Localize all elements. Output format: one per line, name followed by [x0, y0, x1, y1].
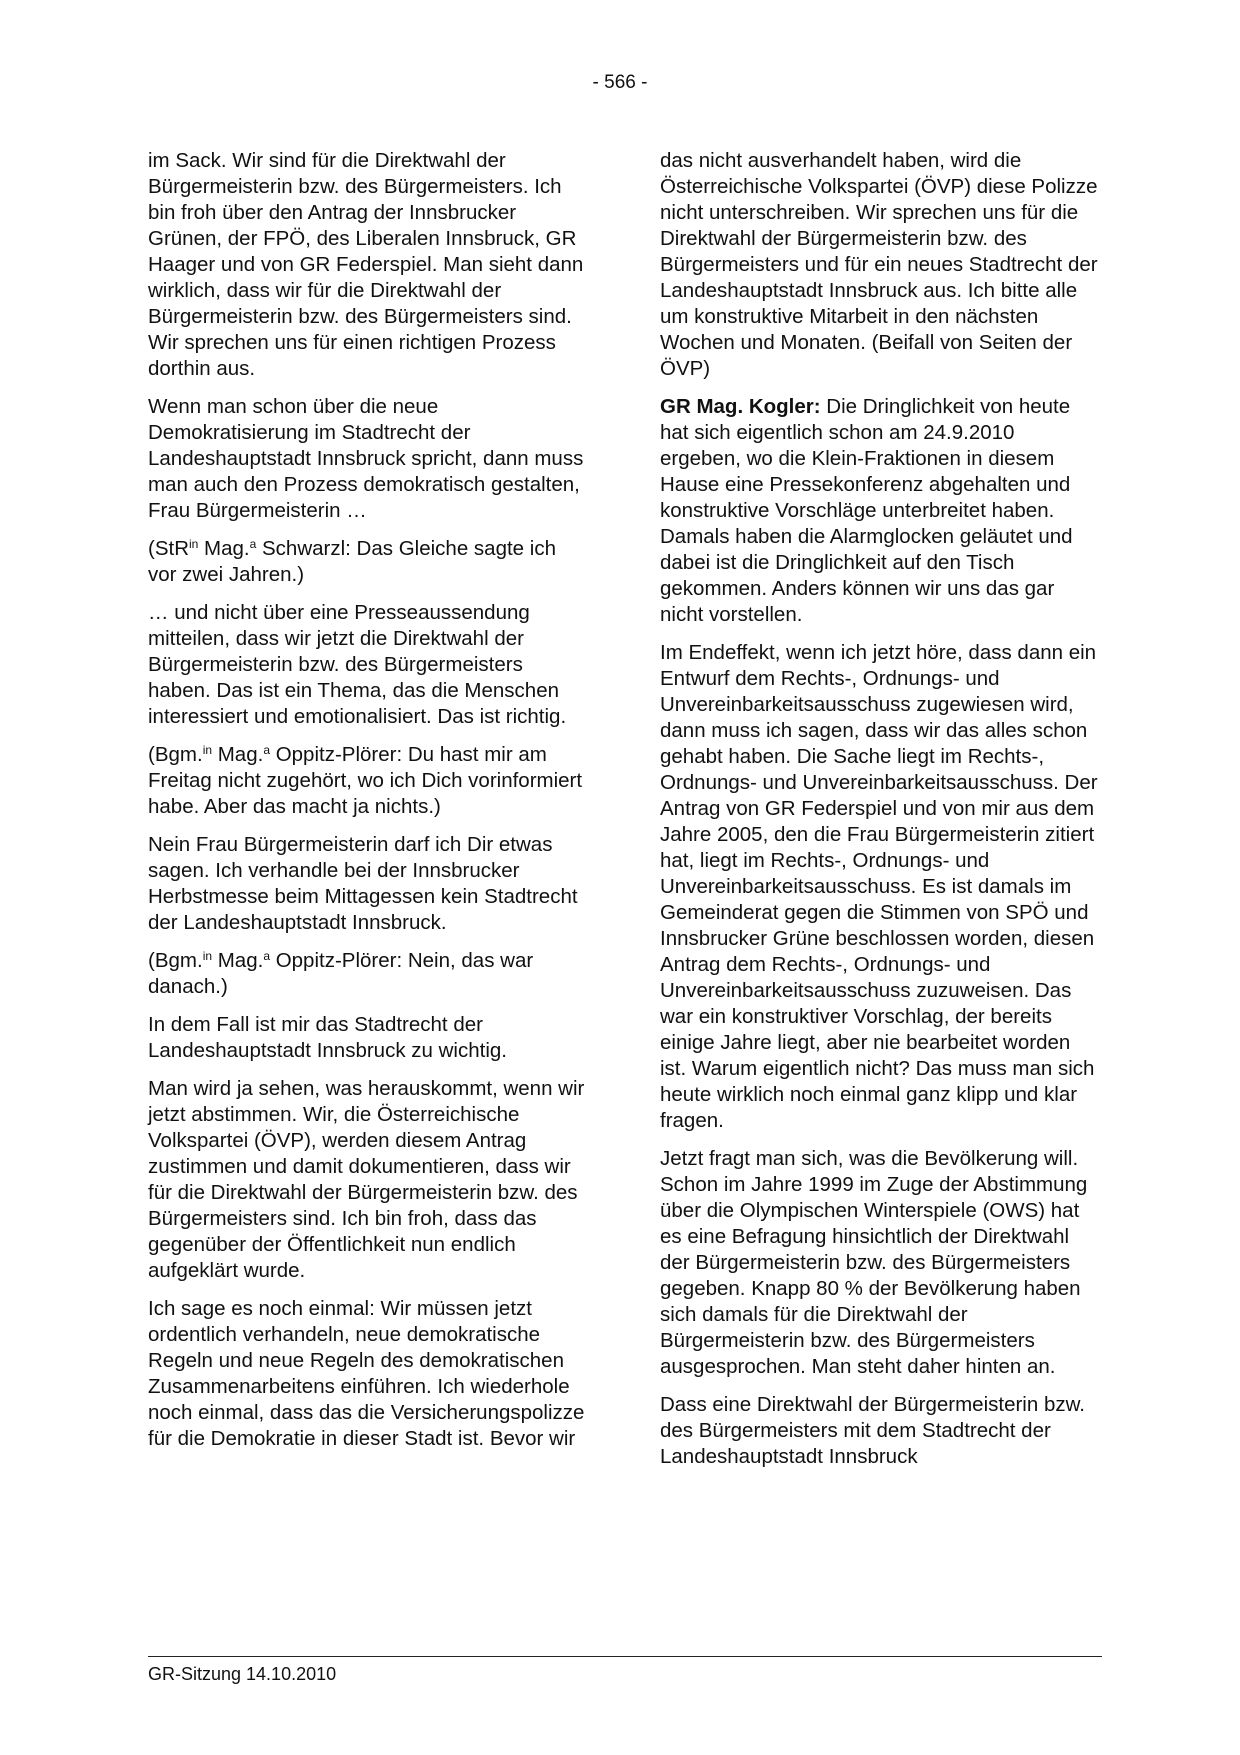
- paragraph: Nein Frau Bürgermeisterin darf ich Dir etwas sagen. Ich verhandle bei der Innsbrucker Herbstmesse beim Mittagessen kein Stadtrecht der Landeshauptstadt Innsbruck.: [148, 833, 578, 934]
- speaker-name: GR Mag. Kogler:: [660, 395, 821, 418]
- paragraph: … und nicht über eine Presseaussendung mitteilen, dass wir jetzt die Direktwahl der Bürgermeisterin bzw. des Bürgermeisters haben. Das ist ein Thema, das die Menschen interessiert und emotionalisiert. Das ist richtig.: [148, 601, 567, 728]
- interjection-text: Mag.: [212, 949, 264, 972]
- paragraph: Im Endeffekt, wenn ich jetzt höre, dass dann ein Entwurf dem Rechts-, Ordnungs- und Unvereinbarkeitsausschuss zugewiesen wird, dann muss ich sagen, dass wir das alles schon gehabt haben. Die Sache liegt im Rechts-, Ordnungs- und Unvereinbarkeitsausschuss. Der Antrag von GR Federspiel und von mir aus dem Jahre 2005, den die Frau Bürgermeisterin zitiert hat, liegt im Rechts-, Ordnungs- und Unvereinbarkeitsausschuss. Es ist damals im Gemeinderat gegen die Stimmen von SPÖ und Innsbrucker Grüne beschlossen worden, diesen Antrag dem Rechts-, Ordnungs- und Unvereinbarkeitsausschuss zuzuweisen. Das war ein konstruktiver Vorschlag, der bereits einige Jahre liegt, aber nie bearbeitet worden ist. Warum eigentlich nicht? Das muss man sich heute wirklich noch einmal ganz klipp und klar fragen.: [660, 641, 1098, 1132]
- interjection-text: (Bgm.: [148, 949, 203, 972]
- interjection-text: (Bgm.: [148, 743, 203, 766]
- paragraph: Wenn man schon über die neue Demokratisierung im Stadtrecht der Landeshauptstadt Innsbruck spricht, dann muss man auch den Prozess demokratisch gestalten, Frau Bürgermeisterin …: [148, 395, 584, 522]
- paragraph: Dass eine Direktwahl der Bürgermeisterin bzw. des Bürgermeisters mit dem Stadtrecht der Landeshauptstadt Innsbruck: [660, 1393, 1085, 1468]
- paragraph: Ich sage es noch einmal: Wir müssen jetzt ordentlich verhandeln, neue demokratische Regeln und neue Regeln des demokratischen Zusammenarbeitens einführen. Ich wiederhole noch einmal, dass das die Versicherungspolizze für die Demokratie in dieser Stadt ist. Bevor wir: [148, 1297, 585, 1450]
- speaker-paragraph: [660, 394, 1100, 628]
- paragraph: Man wird ja sehen, was herauskommt, wenn wir jetzt abstimmen. Wir, die Österreichische Volkspartei (ÖVP), werden diesem Antrag zustimmen und damit dokumentieren, dass wir für die Direktwahl der Bürgermeisterin bzw. des Bürgermeisters sind. Ich bin froh, dass das gegenüber der Öffentlichkeit nun endlich aufgeklärt wurde.: [148, 1077, 585, 1282]
- superscript: a: [263, 949, 270, 963]
- interjection-text: Oppitz-Plörer: Du hast mir am Freitag nicht zugehört, wo ich Dich vorinformiert habe. Aber das macht ja nichts.): [148, 743, 583, 818]
- paragraph: In dem Fall ist mir das Stadtrecht der Landeshauptstadt Innsbruck zu wichtig.: [148, 1013, 507, 1062]
- interjection: [148, 536, 588, 588]
- left-column: [148, 148, 588, 1464]
- superscript: in: [189, 537, 199, 551]
- interjection-text: Oppitz-Plörer: Nein, das war danach.): [148, 949, 534, 998]
- interjection: [148, 742, 588, 820]
- footer-divider: [148, 1656, 1102, 1657]
- superscript: in: [202, 949, 213, 963]
- interjection-text: (StR: [148, 537, 189, 560]
- right-column: [660, 148, 1100, 1482]
- paragraph: Jetzt fragt man sich, was die Bevölkerung will. Schon im Jahre 1999 im Zuge der Abstimmung über die Olympischen Winterspiele (OWS) hat es eine Befragung hinsichtlich der Direktwahl der Bürgermeisterin bzw. des Bürgermeisters gegeben. Knapp 80 % der Bevölkerung haben sich damals für die Direktwahl der Bürgermeisterin bzw. des Bürgermeisters ausgesprochen. Man steht daher hinten an.: [660, 1147, 1088, 1378]
- interjection: [148, 948, 588, 1000]
- interjection-text: Mag.: [198, 537, 250, 560]
- superscript: a: [249, 537, 257, 551]
- paragraph: im Sack. Wir sind für die Direktwahl der Bürgermeisterin bzw. des Bürgermeisters. Ich bin froh über den Antrag der Innsbrucker Grünen, der FPÖ, des Liberalen Innsbruck, GR Haager und von GR Federspiel. Man sieht dann wirklich, dass wir für die Direktwahl der Bürgermeisterin bzw. des Bürgermeisters sind. Wir sprechen uns für einen richtigen Prozess dorthin aus.: [148, 149, 584, 380]
- interjection-text: Mag.: [212, 743, 264, 766]
- page-number: - 566 -: [592, 72, 648, 93]
- superscript: in: [202, 743, 213, 757]
- paragraph: das nicht ausverhandelt haben, wird die Österreichische Volkspartei (ÖVP) diese Polizze nicht unterschreiben. Wir sprechen uns für die Direktwahl der Bürgermeisterin bzw. des Bürgermeisters und für ein neues Stadtrecht der Landeshauptstadt Innsbruck aus. Ich bitte alle um konstruktive Mitarbeit in den nächsten Wochen und Monaten. (Beifall von Seiten der ÖVP): [660, 149, 1098, 380]
- superscript: a: [263, 743, 270, 757]
- speaker-text: Die Dringlichkeit von heute hat sich eigentlich schon am 24.9.2010 ergeben, wo die Klein-Fraktionen in diesem Hause eine Pressekonferenz abgehalten und konstruktive Vorschläge unterbreitet haben. Damals haben die Alarmglocken geläutet und dabei ist die Dringlichkeit auf den Tisch gekommen. Anders können wir uns das gar nicht vorstellen.: [660, 395, 1073, 626]
- footer-session-label: GR-Sitzung 14.10.2010: [148, 1664, 337, 1684]
- interjection-text: Schwarzl: Das Gleiche sagte ich vor zwei Jahren.): [148, 537, 556, 586]
